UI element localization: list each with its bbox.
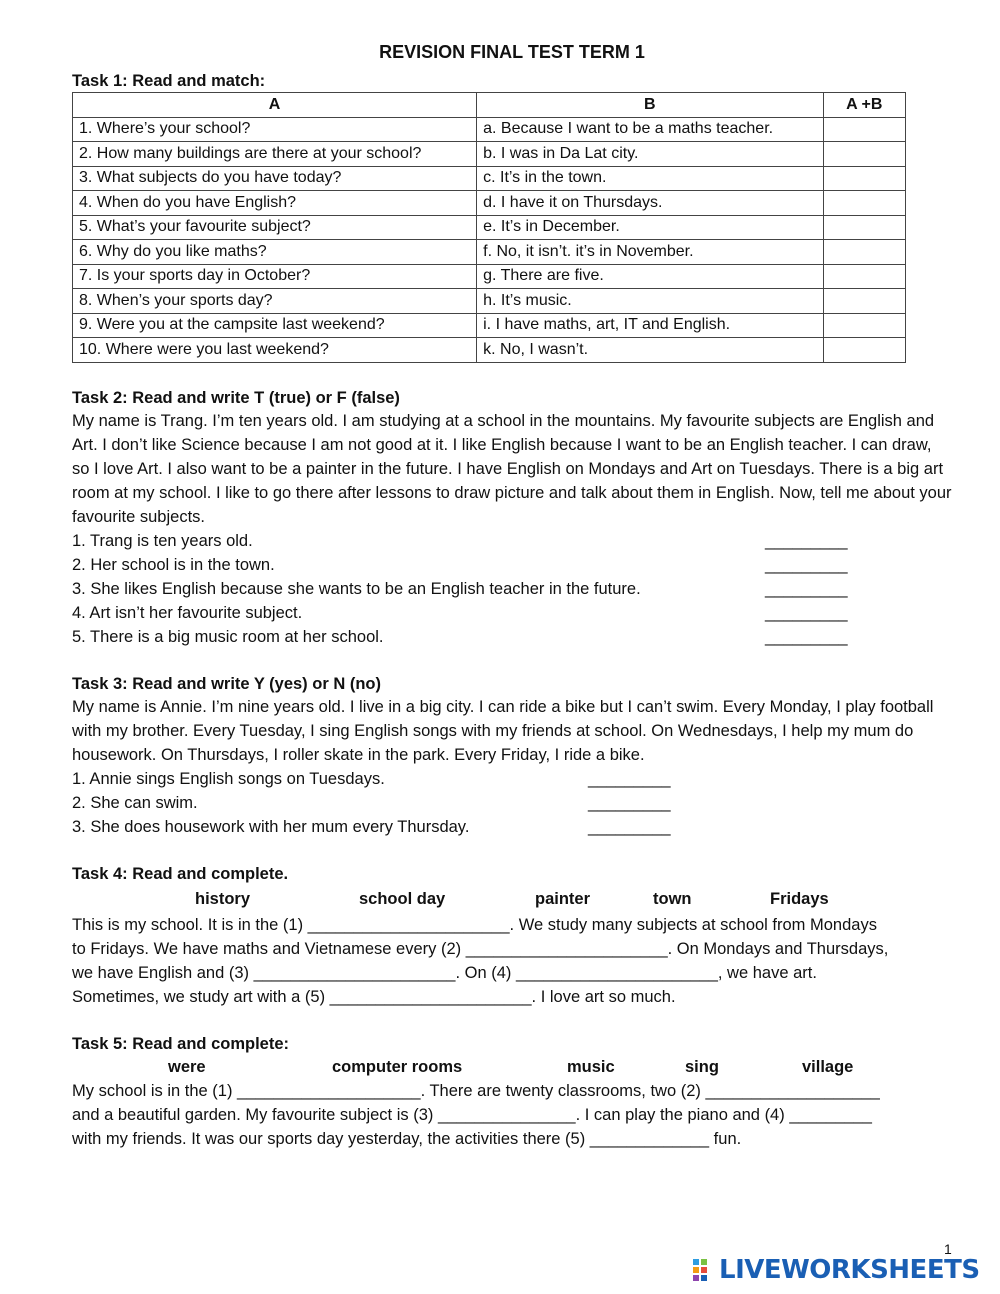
- table-row: [73, 240, 906, 265]
- answer-cell: i. I have maths, art, IT and English.: [477, 313, 823, 338]
- text-line: to Fridays. We have maths and Vietnamese every (2) ______________________. On Mondays and Thursdays,: [72, 939, 889, 958]
- answer-cell: k. No, I wasn’t.: [477, 338, 823, 363]
- table-row: [73, 191, 906, 216]
- match-table: [72, 92, 906, 363]
- task3-heading: Task 3: Read and write Y (yes) or N (no): [72, 674, 381, 693]
- answer-cell: b. I was in Da Lat city.: [477, 142, 823, 167]
- text-line: This is my school. It is in the (1) ______________________. We study many subjects at school from Mondays: [72, 915, 877, 934]
- answer-blank[interactable]: _________: [588, 817, 671, 836]
- match-input-cell[interactable]: [823, 215, 905, 240]
- logo-mark-icon: [693, 1259, 715, 1283]
- answer-cell: c. It’s in the town.: [477, 166, 823, 191]
- list-item: [72, 553, 952, 577]
- question-cell: 6. Why do you like maths?: [73, 240, 477, 265]
- task3-passage: My name is Annie. I’m nine years old. I live in a big city. I can ride a bike but I can’t swim. Every Monday, I play football with my brother. Every Tuesday, I sing English songs with my friends at school. On Wednesdays, I help my mum do housework. On Thursdays, I roller skate in the park. Every Friday, I ride a bike.: [72, 697, 934, 764]
- logo-text: LIVEWORKSHEETS: [719, 1255, 980, 1285]
- task4-heading: Task 4: Read and complete.: [72, 864, 289, 883]
- question-cell: 4. When do you have English?: [73, 191, 477, 216]
- table-header-row: [73, 93, 906, 118]
- match-input-cell[interactable]: [823, 264, 905, 289]
- statement-text: 1. Annie sings English songs on Tuesdays.: [72, 769, 385, 788]
- statement-text: 1. Trang is ten years old.: [72, 531, 253, 550]
- word-bank: [72, 1055, 952, 1079]
- question-cell: 2. How many buildings are there at your school?: [73, 142, 477, 167]
- list-item: [72, 625, 952, 649]
- answer-blank[interactable]: _________: [765, 603, 848, 622]
- task1-heading: Task 1: Read and match:: [72, 72, 266, 90]
- task2-passage: My name is Trang. I’m ten years old. I am studying at a school in the mountains. My favourite subjects are English and Art. I don’t like Science because I am not good at it. I like English because I want to be an English teacher. I can draw, so I love Art. I also want to be a painter in the future. I have English on Mondays and Art on Tuesdays. There is a big art room at my school. I like to go there after lessons to draw picture and talk about them in English. Now, tell me about your favourite subjects.: [72, 411, 952, 526]
- word-bank-item: village: [802, 1057, 854, 1076]
- table-row: [73, 166, 906, 191]
- answer-blank[interactable]: _________: [588, 769, 671, 788]
- answer-cell: f. No, it isn’t. it’s in November.: [477, 240, 823, 265]
- match-input-cell[interactable]: [823, 191, 905, 216]
- table-row: [73, 215, 906, 240]
- word-bank-item: painter: [535, 889, 591, 908]
- word-bank-item: sing: [685, 1057, 719, 1076]
- question-cell: 1. Where’s your school?: [73, 117, 477, 142]
- word-bank: [72, 885, 952, 913]
- header-a: A: [73, 93, 477, 118]
- text-line: with my friends. It was our sports day yesterday, the activities there (5) _____________ fun.: [72, 1129, 742, 1148]
- text-line: and a beautiful garden. My favourite subject is (3) _______________. I can play the piano and (4) _________: [72, 1105, 872, 1124]
- match-input-cell[interactable]: [823, 313, 905, 338]
- statement-text: 3. She does housework with her mum every Thursday.: [72, 817, 470, 836]
- table-row: [73, 117, 906, 142]
- header-ab: A +B: [823, 93, 905, 118]
- list-item: [72, 601, 952, 625]
- header-b: B: [477, 93, 823, 118]
- table-row: [73, 313, 906, 338]
- statement-text: 2. Her school is in the town.: [72, 555, 275, 574]
- list-item: [72, 577, 952, 601]
- statement-text: 3. She likes English because she wants to be an English teacher in the future.: [72, 579, 641, 598]
- answer-cell: e. It’s in December.: [477, 215, 823, 240]
- list-item: [72, 529, 952, 553]
- match-input-cell[interactable]: [823, 166, 905, 191]
- match-input-cell[interactable]: [823, 117, 905, 142]
- text-line: My school is in the (1) ____________________. There are twenty classrooms, two (2) ___________________: [72, 1081, 880, 1100]
- word-bank-item: school day: [359, 889, 446, 908]
- word-bank-item: history: [195, 889, 251, 908]
- statement-text: 4. Art isn’t her favourite subject.: [72, 603, 303, 622]
- text-line: Sometimes, we study art with a (5) ______________________. I love art so much.: [72, 987, 676, 1006]
- question-cell: 7. Is your sports day in October?: [73, 264, 477, 289]
- answer-blank[interactable]: _________: [765, 579, 848, 598]
- liveworksheets-logo: [693, 1253, 993, 1287]
- list-item: [72, 767, 952, 791]
- word-bank-item: town: [653, 889, 692, 908]
- answer-blank[interactable]: _________: [588, 793, 671, 812]
- page-number: 1: [944, 1241, 952, 1257]
- question-cell: 5. What’s your favourite subject?: [73, 215, 477, 240]
- text-line: we have English and (3) ______________________. On (4) ______________________, we have art.: [72, 963, 817, 982]
- table-row: [73, 142, 906, 167]
- table-row: [73, 338, 906, 363]
- question-cell: 8. When’s your sports day?: [73, 289, 477, 314]
- question-cell: 3. What subjects do you have today?: [73, 166, 477, 191]
- table-row: [73, 264, 906, 289]
- answer-blank[interactable]: _________: [765, 627, 848, 646]
- word-bank-item: Fridays: [770, 889, 829, 908]
- word-bank-item: were: [168, 1057, 206, 1076]
- list-item: [72, 791, 952, 815]
- answer-blank[interactable]: _________: [765, 531, 848, 550]
- table-row: [73, 289, 906, 314]
- match-input-cell[interactable]: [823, 289, 905, 314]
- question-cell: 9. Were you at the campsite last weekend?: [73, 313, 477, 338]
- word-bank-item: music: [567, 1057, 615, 1076]
- task5-heading: Task 5: Read and complete:: [72, 1034, 290, 1053]
- answer-cell: d. I have it on Thursdays.: [477, 191, 823, 216]
- match-input-cell[interactable]: [823, 142, 905, 167]
- page-title: REVISION FINAL TEST TERM 1: [379, 42, 645, 62]
- answer-cell: g. There are five.: [477, 264, 823, 289]
- question-cell: 10. Where were you last weekend?: [73, 338, 477, 363]
- answer-cell: a. Because I want to be a maths teacher.: [477, 117, 823, 142]
- task2-heading: Task 2: Read and write T (true) or F (false): [72, 388, 400, 407]
- match-input-cell[interactable]: [823, 338, 905, 363]
- answer-cell: h. It’s music.: [477, 289, 823, 314]
- statement-text: 5. There is a big music room at her school.: [72, 627, 384, 646]
- match-input-cell[interactable]: [823, 240, 905, 265]
- statement-text: 2. She can swim.: [72, 793, 198, 812]
- answer-blank[interactable]: _________: [765, 555, 848, 574]
- worksheet-page: [72, 40, 952, 1151]
- list-item: [72, 815, 952, 839]
- word-bank-item: computer rooms: [332, 1057, 463, 1076]
